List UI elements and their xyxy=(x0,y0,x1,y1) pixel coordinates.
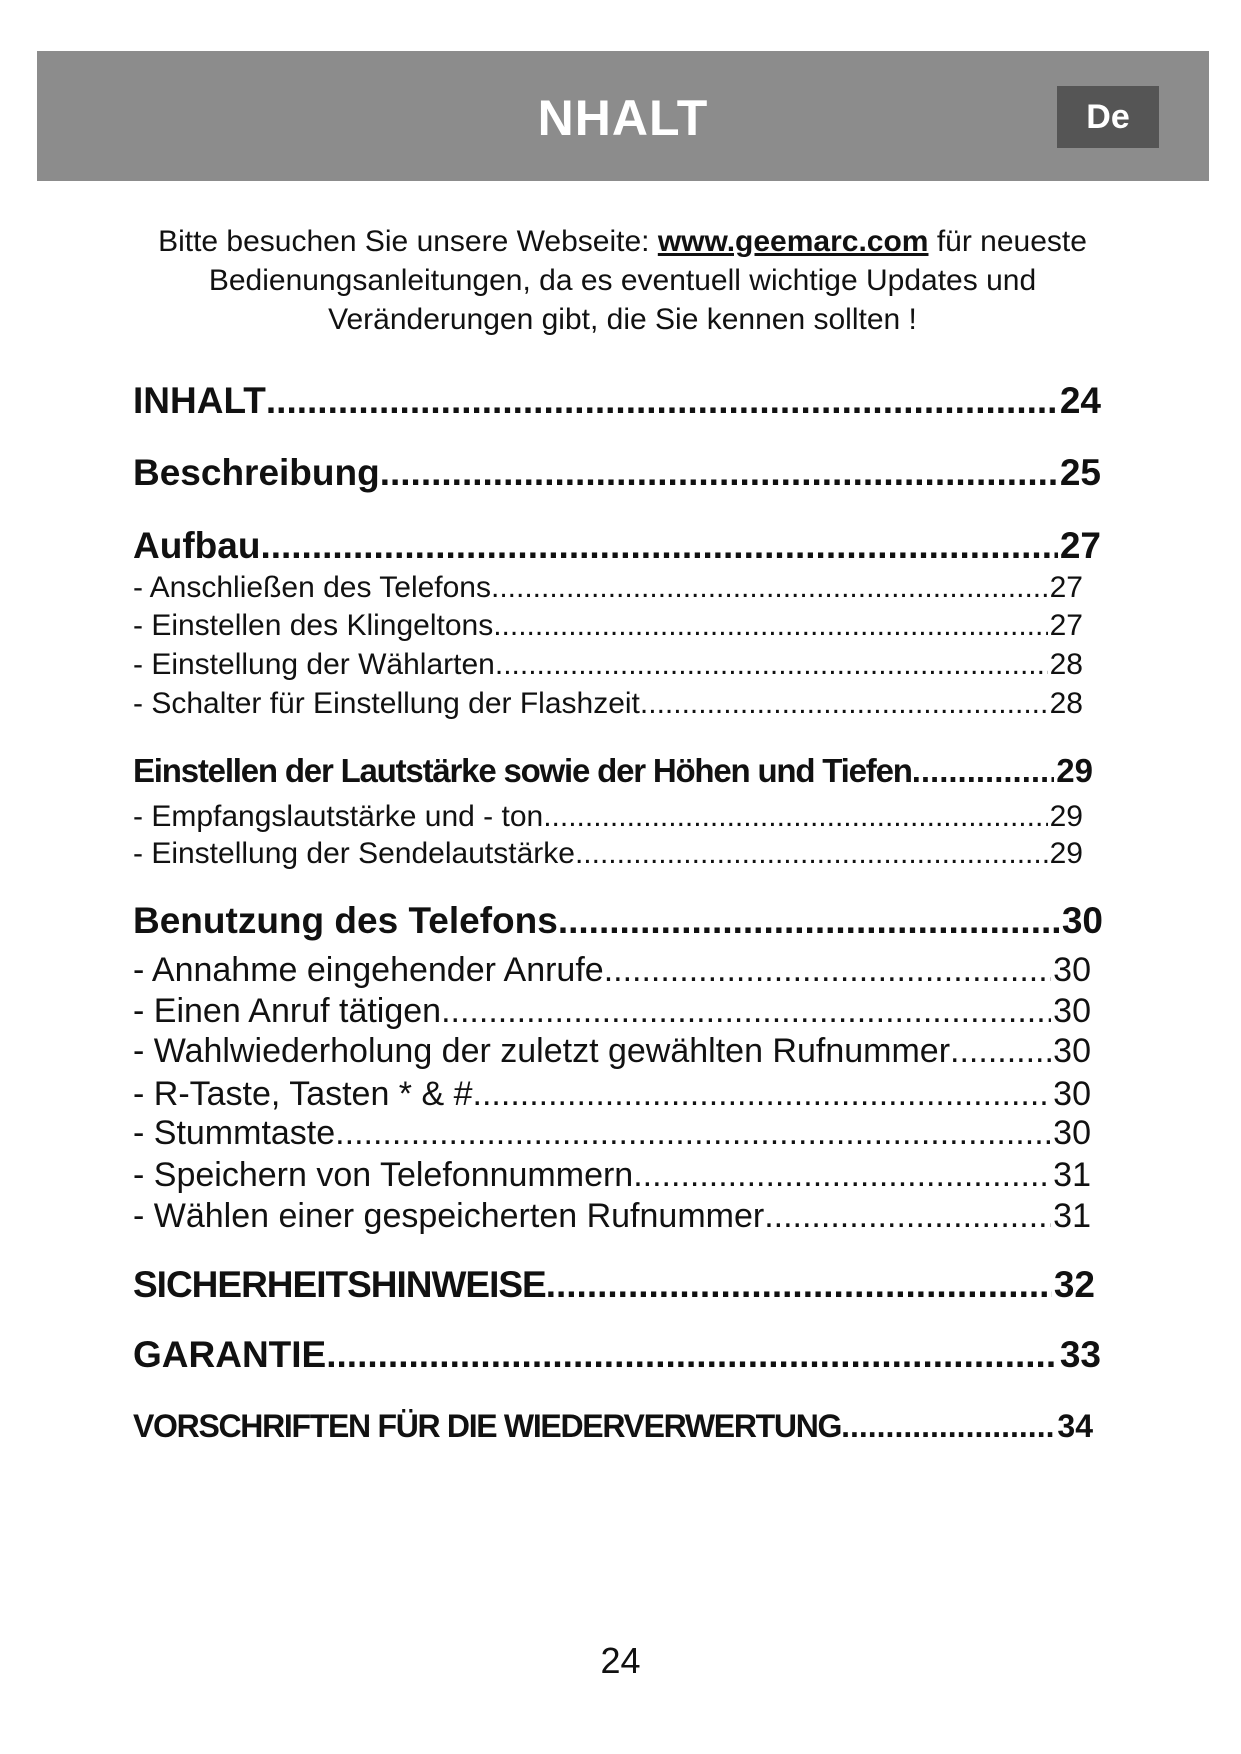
header-bar xyxy=(37,51,1209,181)
toc-subentry[interactable] xyxy=(133,609,1083,643)
toc-page: 31 xyxy=(1053,1156,1091,1194)
intro-post: für neueste Bedienungsanleitungen, da es eventuell wichtige Updates und Veränderungen gibt, die Sie kennen sollten ! xyxy=(208,225,1087,336)
toc-label: Beschreibung xyxy=(133,452,380,493)
toc-page: 31 xyxy=(1053,1197,1091,1235)
toc-label: Benutzung des Telefons xyxy=(133,900,558,941)
toc-page: 25 xyxy=(1059,452,1101,493)
toc-page: 27 xyxy=(1049,571,1083,604)
toc-leader xyxy=(912,752,1055,790)
toc-label: SICHERHEITSHINWEISE xyxy=(133,1264,546,1305)
toc-label: - Einstellen des Klingeltons xyxy=(133,609,494,642)
toc-label: Aufbau xyxy=(133,525,261,566)
toc-subentry[interactable] xyxy=(133,1075,1091,1114)
toc-page: 29 xyxy=(1049,800,1083,833)
toc-leader xyxy=(950,1032,1051,1071)
toc-entry-benutzung[interactable] xyxy=(133,900,1103,942)
toc-entry-inhalt[interactable] xyxy=(133,380,1101,422)
language-badge: De xyxy=(1057,86,1159,148)
toc-subentry[interactable] xyxy=(133,687,1083,721)
toc-leader xyxy=(266,380,1058,422)
toc-leader xyxy=(491,571,1048,605)
toc-label: INHALT xyxy=(133,380,266,421)
toc-leader xyxy=(493,609,1047,643)
toc-page: 33 xyxy=(1059,1334,1101,1375)
toc-label: - R-Taste, Tasten * & # xyxy=(133,1075,473,1113)
toc-page: 27 xyxy=(1059,525,1101,566)
toc-entry-vorschriften[interactable] xyxy=(133,1408,1093,1445)
toc-label: Einstellen der Lautstärke sowie der Höhen und Tiefen xyxy=(133,752,912,789)
toc-leader xyxy=(640,687,1048,721)
toc-entry-aufbau[interactable] xyxy=(133,525,1101,567)
page-title: NHALT xyxy=(537,90,709,146)
toc-page: 34 xyxy=(1057,1408,1093,1444)
toc-label: - Anschließen des Telefons xyxy=(133,571,491,604)
website-link[interactable]: www.geemarc.com xyxy=(657,225,929,258)
toc-leader xyxy=(633,1156,1051,1195)
toc-subentry[interactable] xyxy=(133,992,1091,1031)
intro-pre: Bitte besuchen Sie unsere Webseite: xyxy=(158,225,658,258)
toc-leader xyxy=(335,1114,1051,1153)
toc-entry-beschreibung[interactable] xyxy=(133,452,1101,494)
toc-entry-sicherheitshinweise[interactable] xyxy=(133,1264,1095,1306)
toc-label: - Empfangslautstärke und - ton xyxy=(133,800,544,833)
toc-page: 29 xyxy=(1049,837,1083,870)
toc-label: - Stummtaste xyxy=(133,1114,336,1152)
toc-leader xyxy=(558,900,1060,942)
toc-leader xyxy=(543,800,1047,834)
toc-label: GARANTIE xyxy=(133,1334,327,1375)
toc-leader xyxy=(764,1197,1051,1236)
toc-leader xyxy=(441,992,1051,1031)
toc-page: 28 xyxy=(1049,648,1083,681)
toc-leader xyxy=(495,648,1048,682)
toc-subentry[interactable] xyxy=(133,800,1083,834)
toc-leader xyxy=(841,1408,1055,1445)
toc-label: - Wählen einer gespeicherten Rufnummer xyxy=(133,1197,765,1235)
toc-label: - Annahme eingehender Anrufe xyxy=(133,951,604,989)
toc-page: 30 xyxy=(1053,992,1091,1030)
toc-entry-garantie[interactable] xyxy=(133,1334,1101,1376)
toc-label: - Einen Anruf tätigen xyxy=(133,992,442,1030)
intro-text xyxy=(130,222,1115,339)
toc-label: - Einstellung der Sendelautstärke xyxy=(133,837,575,870)
toc-page: 30 xyxy=(1061,900,1103,941)
toc-leader xyxy=(575,837,1048,871)
toc-subentry[interactable] xyxy=(133,571,1083,605)
toc-label: - Schalter für Einstellung der Flashzeit xyxy=(133,687,640,720)
toc-leader xyxy=(326,1334,1058,1376)
toc-page: 29 xyxy=(1056,752,1093,789)
toc-subentry[interactable] xyxy=(133,1114,1091,1153)
toc-label: - Speichern von Telefonnummern xyxy=(133,1156,634,1194)
toc-page: 30 xyxy=(1053,1032,1091,1070)
toc-leader xyxy=(604,951,1051,990)
toc-entry-lautstaerke[interactable] xyxy=(133,752,1093,790)
toc-leader xyxy=(546,1264,1052,1306)
toc-subentry[interactable] xyxy=(133,1156,1091,1195)
toc-page: 32 xyxy=(1053,1264,1095,1305)
toc-subentry[interactable] xyxy=(133,648,1083,682)
toc-label: VORSCHRIFTEN FÜR DIE WIEDERVERWERTUNG xyxy=(133,1408,842,1444)
toc-page: 24 xyxy=(1059,380,1101,421)
toc-subentry[interactable] xyxy=(133,951,1091,990)
toc-page: 27 xyxy=(1049,609,1083,642)
toc-subentry[interactable] xyxy=(133,1197,1091,1236)
page-number: 24 xyxy=(600,1640,641,1681)
toc-label: - Einstellung der Wählarten xyxy=(133,648,495,681)
toc-page: 30 xyxy=(1053,1114,1091,1152)
toc-page: 30 xyxy=(1053,951,1091,989)
toc-label: - Wahlwiederholung der zuletzt gewählten Rufnummer xyxy=(133,1032,951,1070)
toc-leader xyxy=(380,452,1058,494)
toc-leader xyxy=(260,525,1057,567)
toc-subentry[interactable] xyxy=(133,1032,1091,1071)
toc-page: 30 xyxy=(1053,1075,1091,1113)
toc-page: 28 xyxy=(1049,687,1083,720)
toc-subentry[interactable] xyxy=(133,837,1083,871)
toc-leader xyxy=(473,1075,1052,1114)
